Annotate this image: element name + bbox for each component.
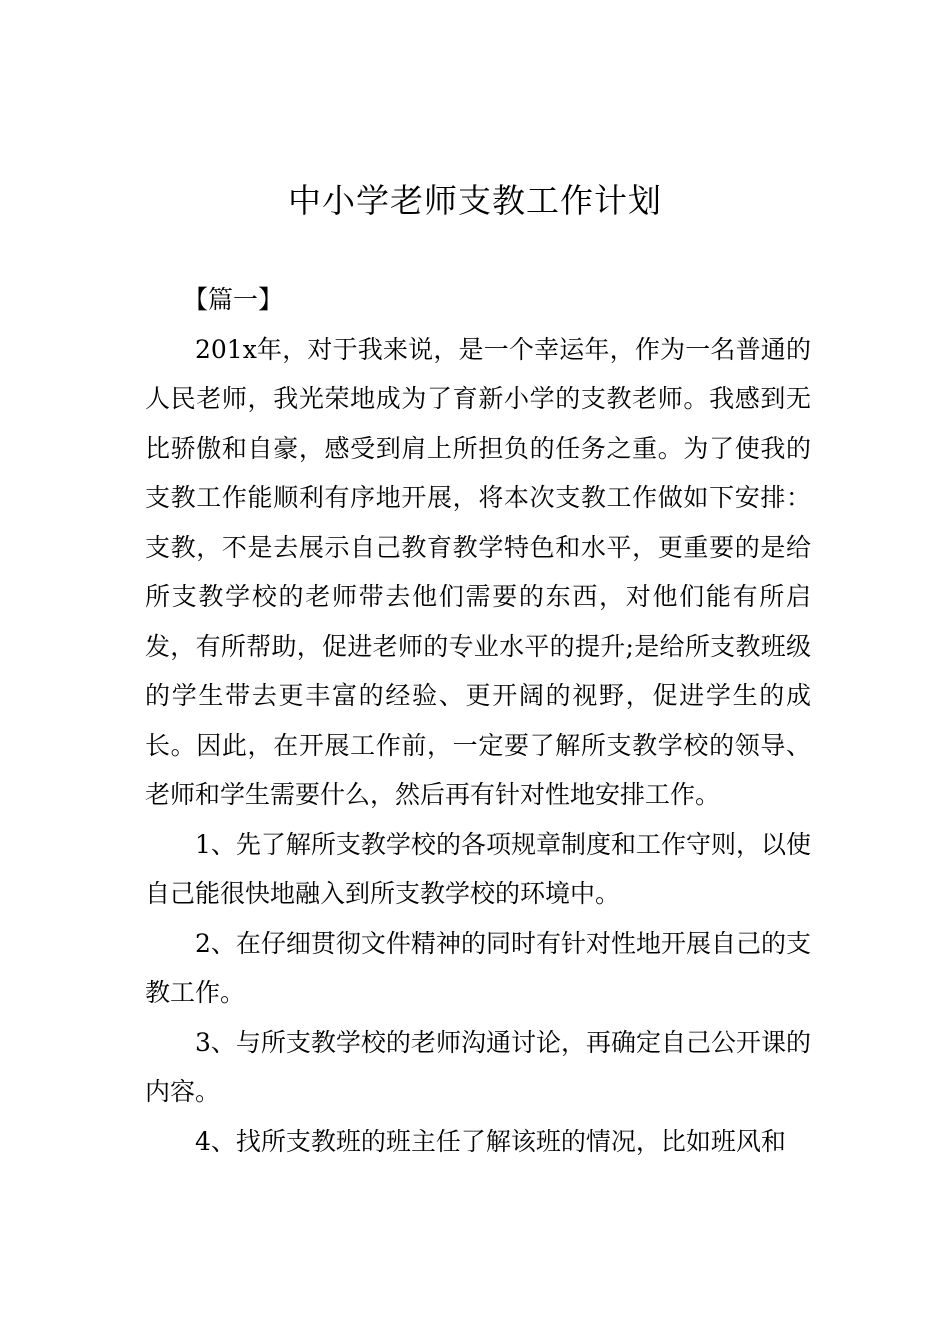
document-body [145, 275, 811, 1166]
paragraph-item-4: 4、找所支教班的班主任了解该班的情况，比如班风和 [195, 1126, 786, 1156]
paragraph-item-3: 3、与所支教学校的老师沟通讨论，再确定自己公开课的内容。 [145, 1027, 811, 1106]
paragraph-item-2: 2、在仔细贯彻文件精神的同时有针对性地开展自己的支教工作。 [145, 928, 811, 1007]
paragraph-item-1: 1、先了解所支教学校的各项规章制度和工作守则，以使自己能很快地融入到所支教学校的环境中。 [145, 829, 811, 908]
section-label: 【篇一】 [183, 285, 284, 314]
document-title: 中小学老师支教工作计划 [288, 181, 662, 220]
paragraph-intro: 201x年，对于我来说，是一个幸运年，作为一名普通的人民老师，我光荣地成为了育新小学的支教老师。我感到无比骄傲和自豪，感受到肩上所担负的任务之重。为了使我的支教工作能顺利有序地开展，将本次支教工作做如下安排：支教，不是去展示自己教育教学特色和水平，更重要的是给所支教学校的老师带去他们需要的东西，对他们能有所启发，有所帮助，促进老师的专业水平的提升;是给所支教班级的学生带去更丰富的经验、更开阔的视野，促进学生的成长。因此，在开展工作前，一定要了解所支教学校的领导、老师和学生需要什么，然后再有针对性地安排工作。 [145, 334, 811, 809]
